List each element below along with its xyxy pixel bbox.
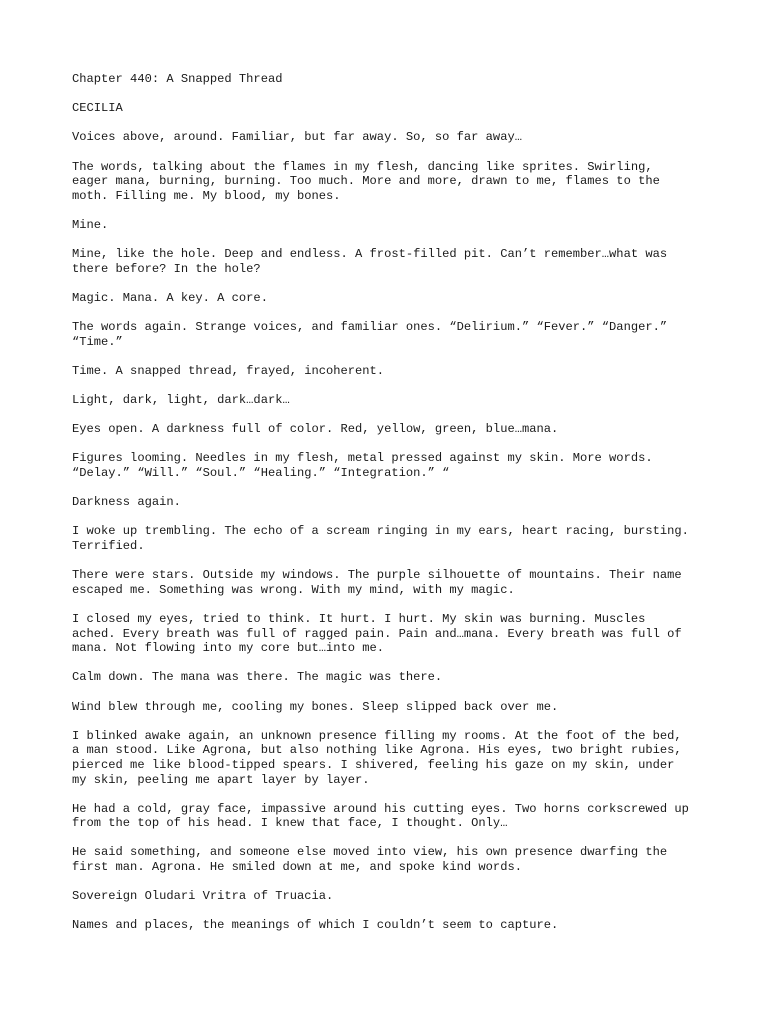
paragraph: I closed my eyes, tried to think. It hurt. I hurt. My skin was burning. Muscles ached. Every breath was full of ragged pain. Pain and…mana. Every breath was full of mana. Not flowing into my core but…into me.: [72, 611, 682, 656]
paragraph: I blinked awake again, an unknown presence filling my rooms. At the foot of the bed, a man stood. Like Agrona, but also nothing like Agrona. His eyes, two bright rubies, pierced me like blood-tipped spears. I shivered, feeling his gaze on my skin, under my skin, peeling me apart layer by layer.: [72, 728, 682, 787]
paragraph: Magic. Mana. A key. A core.: [72, 290, 268, 305]
paragraph: Names and places, the meanings of which I couldn’t seem to capture.: [72, 918, 559, 933]
paragraph: Figures looming. Needles in my flesh, metal pressed against my skin. More words. “Delay.” “Will.” “Soul.” “Healing.” “Integration.” “: [72, 451, 653, 481]
paragraph: Wind blew through me, cooling my bones. Sleep slipped back over me.: [72, 699, 559, 714]
paragraph: Mine.: [72, 217, 109, 232]
paragraph: Voices above, around. Familiar, but far away. So, so far away…: [72, 130, 522, 145]
chapter-title: Chapter 440: A Snapped Thread: [72, 72, 283, 86]
paragraph: Mine, like the hole. Deep and endless. A frost-filled pit. Can’t remember…what was there before? In the hole?: [72, 247, 668, 276]
paragraph: He had a cold, gray face, impassive around his cutting eyes. Two horns corkscrewed up from the top of his head. I knew that face, I thought. Only…: [72, 801, 689, 831]
paragraph: Eyes open. A darkness full of color. Red, yellow, green, blue…mana.: [72, 422, 559, 437]
paragraph: He said something, and someone else moved into view, his own presence dwarfing the first man. Agrona. He smiled down at me, and spoke kind words.: [72, 845, 668, 875]
document-body: [72, 72, 696, 948]
paragraph: Calm down. The mana was there. The magic was there.: [72, 670, 443, 685]
paragraph: There were stars. Outside my windows. The purple silhouette of mountains. Their name escaped me. Something was wrong. With my mind, with my magic.: [72, 568, 682, 597]
paragraph: Darkness again.: [72, 495, 181, 510]
paragraph: Light, dark, light, dark…dark…: [72, 393, 290, 408]
pov-character-heading: CECILIA: [72, 101, 123, 116]
paragraph: The words, talking about the flames in my flesh, dancing like sprites. Swirling, eager mana, burning, burning. Too much. More and more, drawn to me, flames to the moth. Filling me. My blood, my bones.: [72, 159, 660, 203]
paragraph: Time. A snapped thread, frayed, incoherent.: [72, 363, 385, 378]
paragraph: Sovereign Oludari Vritra of Truacia.: [72, 889, 334, 904]
paragraph: I woke up trembling. The echo of a scream ringing in my ears, heart racing, bursting. Terrified.: [72, 524, 689, 553]
paragraph: The words again. Strange voices, and familiar ones. “Delirium.” “Fever.” “Danger.” “Time.”: [72, 320, 668, 349]
